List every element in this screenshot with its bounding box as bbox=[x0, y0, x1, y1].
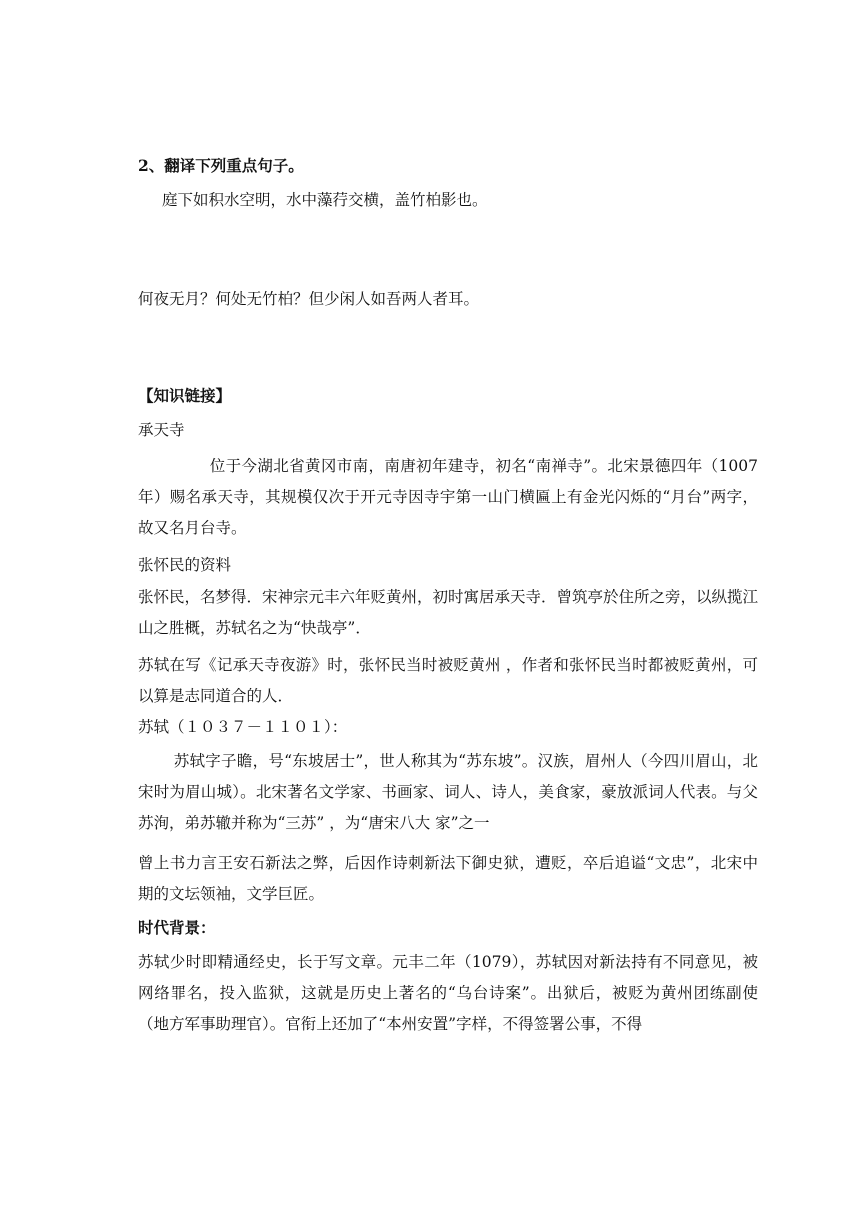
historical-background-paragraph: 苏轼少时即精通经史，长于写文章。元丰二年（1079），苏轼因对新法持有不同意见，被网络罪名，投入监狱，这就是历史上著名的“乌台诗案”。出狱后，被贬为黄州团练副使（地方军事助理官）。官衔上还加了“本州安置”字样，不得签署公事，不得 bbox=[138, 953, 758, 1033]
zhang-huaimin-title: 张怀民的资料 bbox=[138, 556, 232, 574]
historical-background-title: 时代背景： bbox=[138, 918, 216, 937]
translation-sentence-1: 庭下如积水空明，水中藻荇交横，盖竹柏影也。 bbox=[162, 191, 488, 209]
question-2-heading: 2、翻译下列重点句子。 bbox=[138, 156, 304, 175]
knowledge-link-heading: 【知识链接】 bbox=[138, 386, 232, 405]
zhang-huaimin-paragraph-2: 苏轼在写《记承天寺夜游》时，张怀民当时被贬黄州 ，作者和张怀民当时都被贬黄州，可以算是志同道合的人． bbox=[138, 656, 758, 705]
zhang-huaimin-paragraph-1: 张怀民，名梦得．宋神宗元丰六年贬黄州，初时寓居承天寺．曾筑亭於住所之旁，以纵揽江山之胜概，苏轼名之为“快哉亭”． bbox=[138, 588, 759, 637]
su-shi-career: 曾上书力言王安石新法之弊，后因作诗刺新法下御史狱，遭贬，卒后追谥“文忠”，北宋中期的文坛领袖，文学巨匠。 bbox=[138, 854, 758, 903]
temple-paragraph: 位于今湖北省黄冈市南，南唐初年建寺，初名“南禅寺”。北宋景德四年（1007年）赐名承天寺，其规模仅次于开元寺因寺宇第一山门横匾上有金光闪烁的“月台”两字，故又名月台寺。 bbox=[138, 457, 758, 537]
su-shi-biography: 苏轼字子瞻，号“东坡居士”，世人称其为“苏东坡”。汉族，眉州人（今四川眉山，北宋时为眉山城）。北宋著名文学家、书画家、词人、诗人，美食家，豪放派词人代表。与父苏洵，弟苏辙并称为“三苏” ，为“唐宋八大 家”之一 bbox=[138, 752, 758, 832]
translation-sentence-2: 何夜无月？何处无竹柏？但少闲人如吾两人者耳。 bbox=[138, 290, 480, 308]
temple-title: 承天寺 bbox=[138, 421, 185, 439]
su-shi-title: 苏轼（１０３７－１１０１）： bbox=[138, 718, 348, 736]
